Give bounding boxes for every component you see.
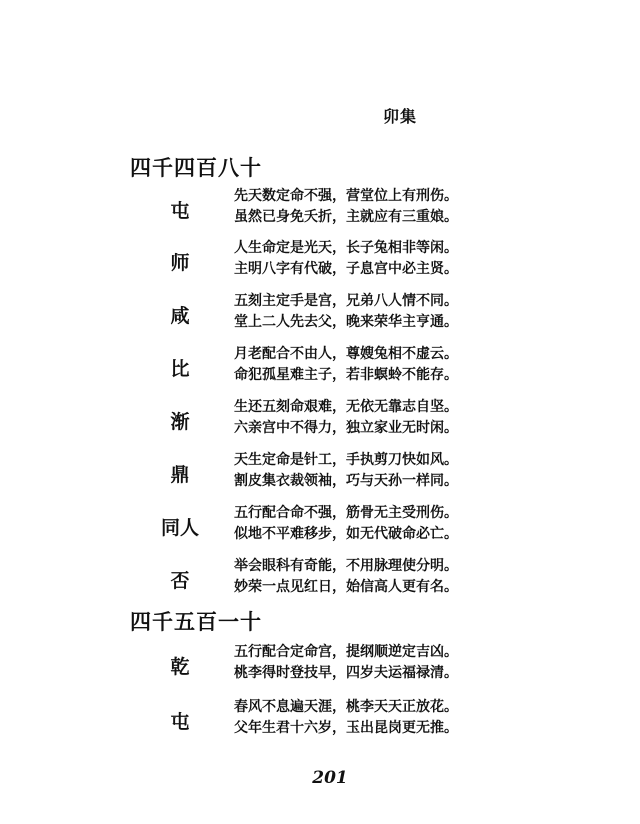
entry [130,556,530,600]
entry [130,397,530,441]
entry [130,344,530,388]
entry-verse [234,291,458,333]
verse-line-1: 五行配合命不强，筋骨无主受刑伤。 [234,505,458,521]
verse-line-2: 主明八字有代破，子息宫中必主贤。 [234,261,458,277]
section-title: 四千五百一十 [130,609,262,634]
verse-line-1: 春风不息遍天涯，桃李天天正放花。 [234,699,458,715]
verse-line-2: 命犯孤星难主子，若非螟蛉不能存。 [234,367,458,383]
entry-name: 师 [170,252,190,274]
entry [130,291,530,335]
verse-line-2: 割皮集衣裁领袖，巧与天孙一样同。 [234,473,458,489]
entry-name: 屯 [170,200,190,222]
entry-verse [234,344,458,386]
entry-name: 乾 [170,656,190,678]
entry-name: 比 [170,358,190,380]
section-title: 四千四百八十 [130,155,262,180]
verse-line-1: 月老配合不由人，尊嫂兔相不虚云。 [234,346,458,362]
entry-verse [234,697,458,739]
verse-line-2: 父年生君十六岁，玉出昆岗更无推。 [234,720,458,736]
entry [130,450,530,494]
verse-line-2: 妙荣一点见红日，始信高人更有名。 [234,579,458,595]
verse-line-1: 五行配合定命宫，提纲顺逆定吉凶。 [234,644,458,660]
entry-verse [234,397,458,439]
verse-line-1: 五刻主定手是宫，兄弟八人情不同。 [234,293,458,309]
entry [130,503,530,547]
verse-line-1: 先天数定命不强，营堂位上有刑伤。 [234,188,458,204]
entry-name: 渐 [170,411,190,433]
entry-verse [234,642,458,684]
verse-line-1: 天生定命是针工，手执剪刀快如风。 [234,452,458,468]
verse-line-1: 人生命定是光天，长子兔相非等闲。 [234,240,458,256]
entry-name: 鼎 [170,464,190,486]
entry [130,642,530,686]
entry-name: 否 [170,570,190,592]
verse-line-2: 六亲宫中不得力，独立家业无时闲。 [234,420,458,436]
entry-verse [234,556,458,598]
entry-verse [234,186,458,228]
entry-name: 咸 [170,305,190,327]
verse-line-2: 堂上二人先去父，晚来荣华主亨通。 [234,314,458,330]
running-head: 卯集 [383,107,418,126]
entry [130,238,530,282]
entry-verse [234,450,458,492]
page-number: 201 [312,768,348,788]
verse-line-2: 桃李得时登技早，四岁夫运福禄清。 [234,665,458,681]
verse-line-1: 生还五刻命艰难，无依无靠志自坚。 [234,399,458,415]
verse-line-1: 举会眼科有奇能，不用脉理使分明。 [234,558,458,574]
entry-name: 同人 [160,517,199,539]
verse-line-2: 似地不平难移步，如无代破命必亡。 [234,526,458,542]
entry [130,186,530,230]
verse-line-2: 虽然已身免夭折，主就应有三重娘。 [234,209,458,225]
entry [130,697,530,741]
entry-verse [234,503,458,545]
entry-name: 屯 [170,711,190,733]
entry-verse [234,238,458,280]
